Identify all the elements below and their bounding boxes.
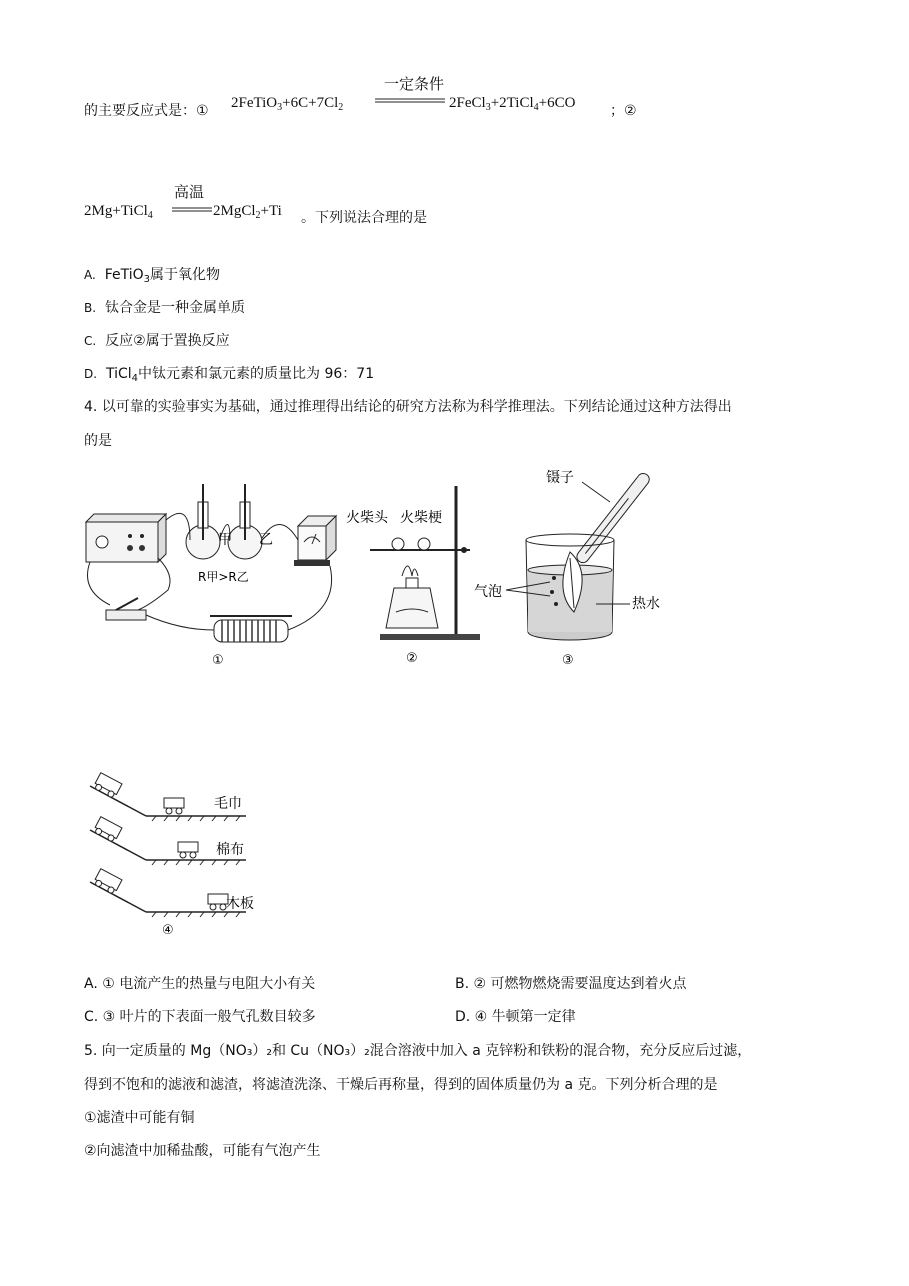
- q3-option-c: C. 反应②属于置换反应: [84, 333, 230, 349]
- figure-4-ramps: [86, 770, 286, 940]
- label-towel: 毛巾: [214, 796, 242, 812]
- label-board: 木板: [226, 896, 254, 912]
- q5-stem-line1: 5. 向一定质量的 Mg（NO₃）₂和 Cu（NO₃）₂混合溶液中加入 a 克锌粉和铁粉的混合物，充分反应后过滤，: [84, 1043, 752, 1059]
- q4-option-b: B. ② 可燃物燃烧需要温度达到着火点: [455, 976, 687, 992]
- equation-1-products: 2FeCl$_3$+2TiCl$_4$+6CO: [449, 95, 576, 113]
- label-tweezers: 镊子: [546, 470, 574, 486]
- equation-1-condition: 一定条件: [384, 77, 445, 93]
- equation-2-products: 2MgCl$_2$+Ti: [213, 203, 282, 221]
- label-yi: 乙: [259, 532, 273, 548]
- equation-2-condition: 高温: [174, 185, 205, 201]
- label-match-stick: 火柴梗: [400, 510, 442, 526]
- equation-1-equal-sign: [375, 98, 445, 104]
- question-3-prompt: 。下列说法合理的是: [301, 210, 427, 226]
- q3-option-d: D. TiCl$_4$中钛元素和氯元素的质量比为 96：71: [84, 366, 375, 384]
- q5-stem-line2: 得到不饱和的滤液和滤渣，将滤渣洗涤、干燥后再称量，得到的固体质量仍为 a 克。下列分析合理的是: [84, 1077, 718, 1093]
- q5-statement-1: ①滤渣中可能有铜: [84, 1110, 195, 1126]
- equation-2-equal-sign: [172, 207, 212, 213]
- label-resistance-relation: R甲>R乙: [198, 570, 249, 584]
- figure-1-circuit: [80, 480, 360, 670]
- q4-stem-line1: 4. 以可靠的实验事实为基础，通过推理得出结论的研究方法称为科学推理法。下列结论通过这种方法得出: [84, 399, 732, 415]
- figure-4-number: ④: [162, 923, 174, 938]
- figure-3-leaf-hot-water: [470, 462, 710, 672]
- label-match-head: 火柴头: [346, 510, 388, 526]
- q3-option-a: A. FeTiO$_3$属于氧化物: [84, 267, 221, 285]
- equation-1-reactants: $2FeTiO_3+6C+7Cl_2$: [231, 95, 344, 113]
- label-hot-water: 热水: [632, 596, 660, 612]
- figure-3-number: ③: [562, 653, 574, 668]
- q4-stem-line2: 的是: [84, 433, 112, 449]
- q3-option-b: B. 钛合金是一种金属单质: [84, 300, 245, 316]
- figure-2-match-heating: [340, 480, 490, 670]
- label-bubbles: 气泡: [474, 584, 502, 600]
- label-cotton: 棉布: [216, 842, 244, 858]
- q4-option-d: D. ④ 牛顿第一定律: [455, 1009, 576, 1025]
- q5-statement-2: ②向滤渣中加稀盐酸，可能有气泡产生: [84, 1143, 321, 1159]
- q4-option-a: A. ① 电流产生的热量与电阻大小有关: [84, 976, 316, 992]
- q4-option-c: C. ③ 叶片的下表面一般气孔数目较多: [84, 1009, 316, 1025]
- figure-1-number: ①: [212, 653, 224, 668]
- equation-2-reactants: 2Mg+TiCl$_4$: [84, 203, 153, 221]
- eq-separator-text: ；②: [610, 103, 637, 119]
- figure-2-number: ②: [406, 651, 418, 666]
- label-jia: 甲: [218, 532, 232, 548]
- eq-intro-text: 的主要反应式是：①: [84, 103, 209, 119]
